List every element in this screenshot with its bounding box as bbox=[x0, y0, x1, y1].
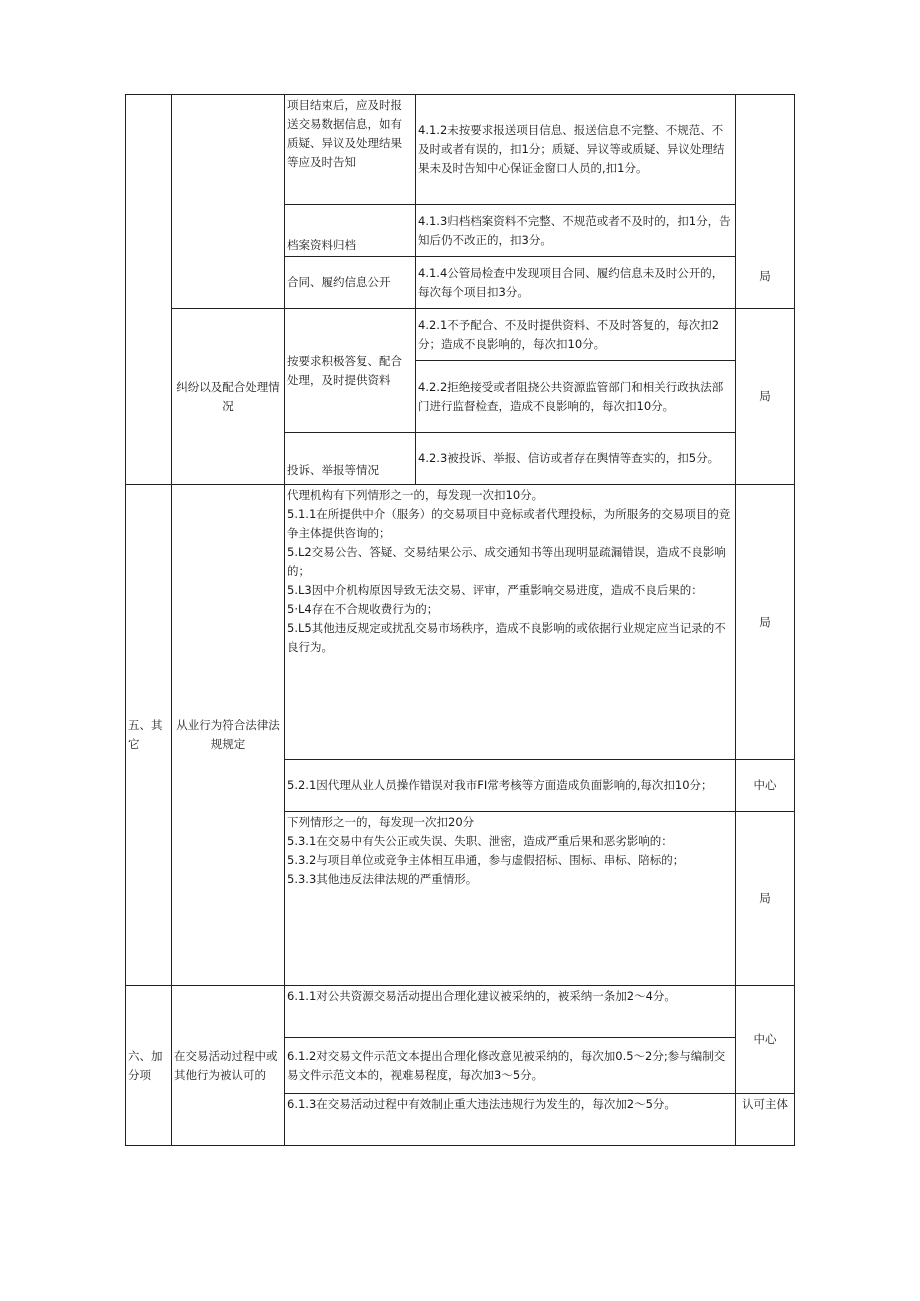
subject-cell: 局 bbox=[736, 95, 795, 309]
subject-cell: 中心 bbox=[736, 986, 795, 1094]
criterion-cell: 5.2.1因代理从业人员操作错误对我市FI常考核等方面造成负面影响的,每次扣10分； bbox=[285, 760, 736, 812]
item-cell: 按要求积极答复、配合处理，及时提供资料 bbox=[285, 309, 416, 433]
evaluation-table bbox=[125, 94, 795, 1146]
criterion-line: 5.L2交易公告、答疑、交易结果公示、成交通知书等出现明显疏漏错误，造成不良影响的； bbox=[287, 545, 726, 578]
item-cell: 合同、履约信息公开 bbox=[285, 257, 416, 309]
subject-cell: 局 bbox=[736, 485, 795, 760]
criterion-intro: 下列情形之一的，每发现一次扣20分 bbox=[287, 815, 475, 829]
subject-cell: 认可主体 bbox=[736, 1094, 795, 1146]
criterion-line: 5.1.1在所提供中介（服务）的交易项目中竞标或者代理投标，为所服务的交易项目的竞争主体提供咨询的； bbox=[287, 507, 731, 540]
item-cell: 投诉、举报等情况 bbox=[285, 433, 416, 485]
criterion-cell: 4.1.3归档档案资料不完整、不规范或者不及时的，扣1分，告知后仍不改正的，扣3分。 bbox=[416, 205, 736, 257]
criterion-intro: 代理机构有下列情形之一的，每发现一次扣10分。 bbox=[287, 488, 544, 502]
criterion-cell: 4.1.4公管局检查中发现项目合同、履约信息未及时公开的，每次每个项目扣3分。 bbox=[416, 257, 736, 309]
criterion-block bbox=[285, 812, 736, 986]
criterion-line: 5·L4存在不合规收费行为的； bbox=[287, 602, 439, 616]
item-cell: 档案资料归档 bbox=[285, 205, 416, 257]
criterion-cell: 4.2.1不予配合、不及时提供资料、不及时答复的，每次扣2分；造成不良影响的，每次扣10分。 bbox=[416, 309, 736, 361]
category-cell: 纠纷以及配合处理情况 bbox=[172, 309, 285, 485]
subject-cell: 局 bbox=[736, 309, 795, 485]
criterion-line: 5.L3因中介机构原因导致无法交易、评审，严重影响交易进度，造成不良后果的： bbox=[287, 583, 703, 597]
criterion-line: 5.L5其他违反规定或扰乱交易市场秩序，造成不良影响的或依据行业规定应当记录的不良行为。 bbox=[287, 621, 726, 654]
section-cell-continued bbox=[126, 95, 172, 485]
criterion-cell: 4.1.2未按要求报送项目信息、报送信息不完整、不规范、不及时或者有误的，扣1分；质疑、异议等或质疑、异议处理结果未及时告知中心保证金窗口人员的,扣1分。 bbox=[416, 95, 736, 205]
criterion-cell: 6.1.3在交易活动过程中有效制止重大违法违规行为发生的，每次加2～5分。 bbox=[285, 1094, 736, 1146]
category-cell: 在交易活动过程中或其他行为被认可的 bbox=[172, 986, 285, 1146]
criterion-cell: 4.2.3被投诉、举报、信访或者存在舆情等查实的，扣5分。 bbox=[416, 433, 736, 485]
category-cell: 从业行为符合法律法规规定 bbox=[172, 485, 285, 986]
subject-cell: 中心 bbox=[736, 760, 795, 812]
criterion-cell: 4.2.2拒绝接受或者阻挠公共资源监管部门和相关行政执法部门进行监督检查，造成不良影响的，每次扣10分。 bbox=[416, 361, 736, 433]
criterion-line: 5.3.1在交易中有失公正或失误、失职、泄密，造成严重后果和恶劣影响的： bbox=[287, 834, 673, 848]
subject-cell: 局 bbox=[736, 812, 795, 986]
criterion-line: 5.3.3其他违反法律法规的严重情形。 bbox=[287, 872, 478, 886]
section-cell: 五、其它 bbox=[126, 485, 172, 986]
category-cell-continued bbox=[172, 95, 285, 309]
criterion-line: 5.3.2与项目单位或竞争主体相互串通，参与虚假招标、围标、串标、陪标的； bbox=[287, 853, 685, 867]
item-cell: 项目结束后，应及时报送交易数据信息，如有质疑、异议及处理结果等应及时告知 bbox=[285, 95, 416, 205]
criterion-cell: 6.1.1对公共资源交易活动提出合理化建议被采纳的，被采纳一条加2～4分。 bbox=[285, 986, 736, 1038]
criterion-block bbox=[285, 485, 736, 760]
criterion-cell: 6.1.2对交易文件示范文本提出合理化修改意见被采纳的，每次加0.5～2分;参与编制交易文件示范文本的，视难易程度，每次加3～5分。 bbox=[285, 1038, 736, 1094]
section-cell: 六、加分项 bbox=[126, 986, 172, 1146]
